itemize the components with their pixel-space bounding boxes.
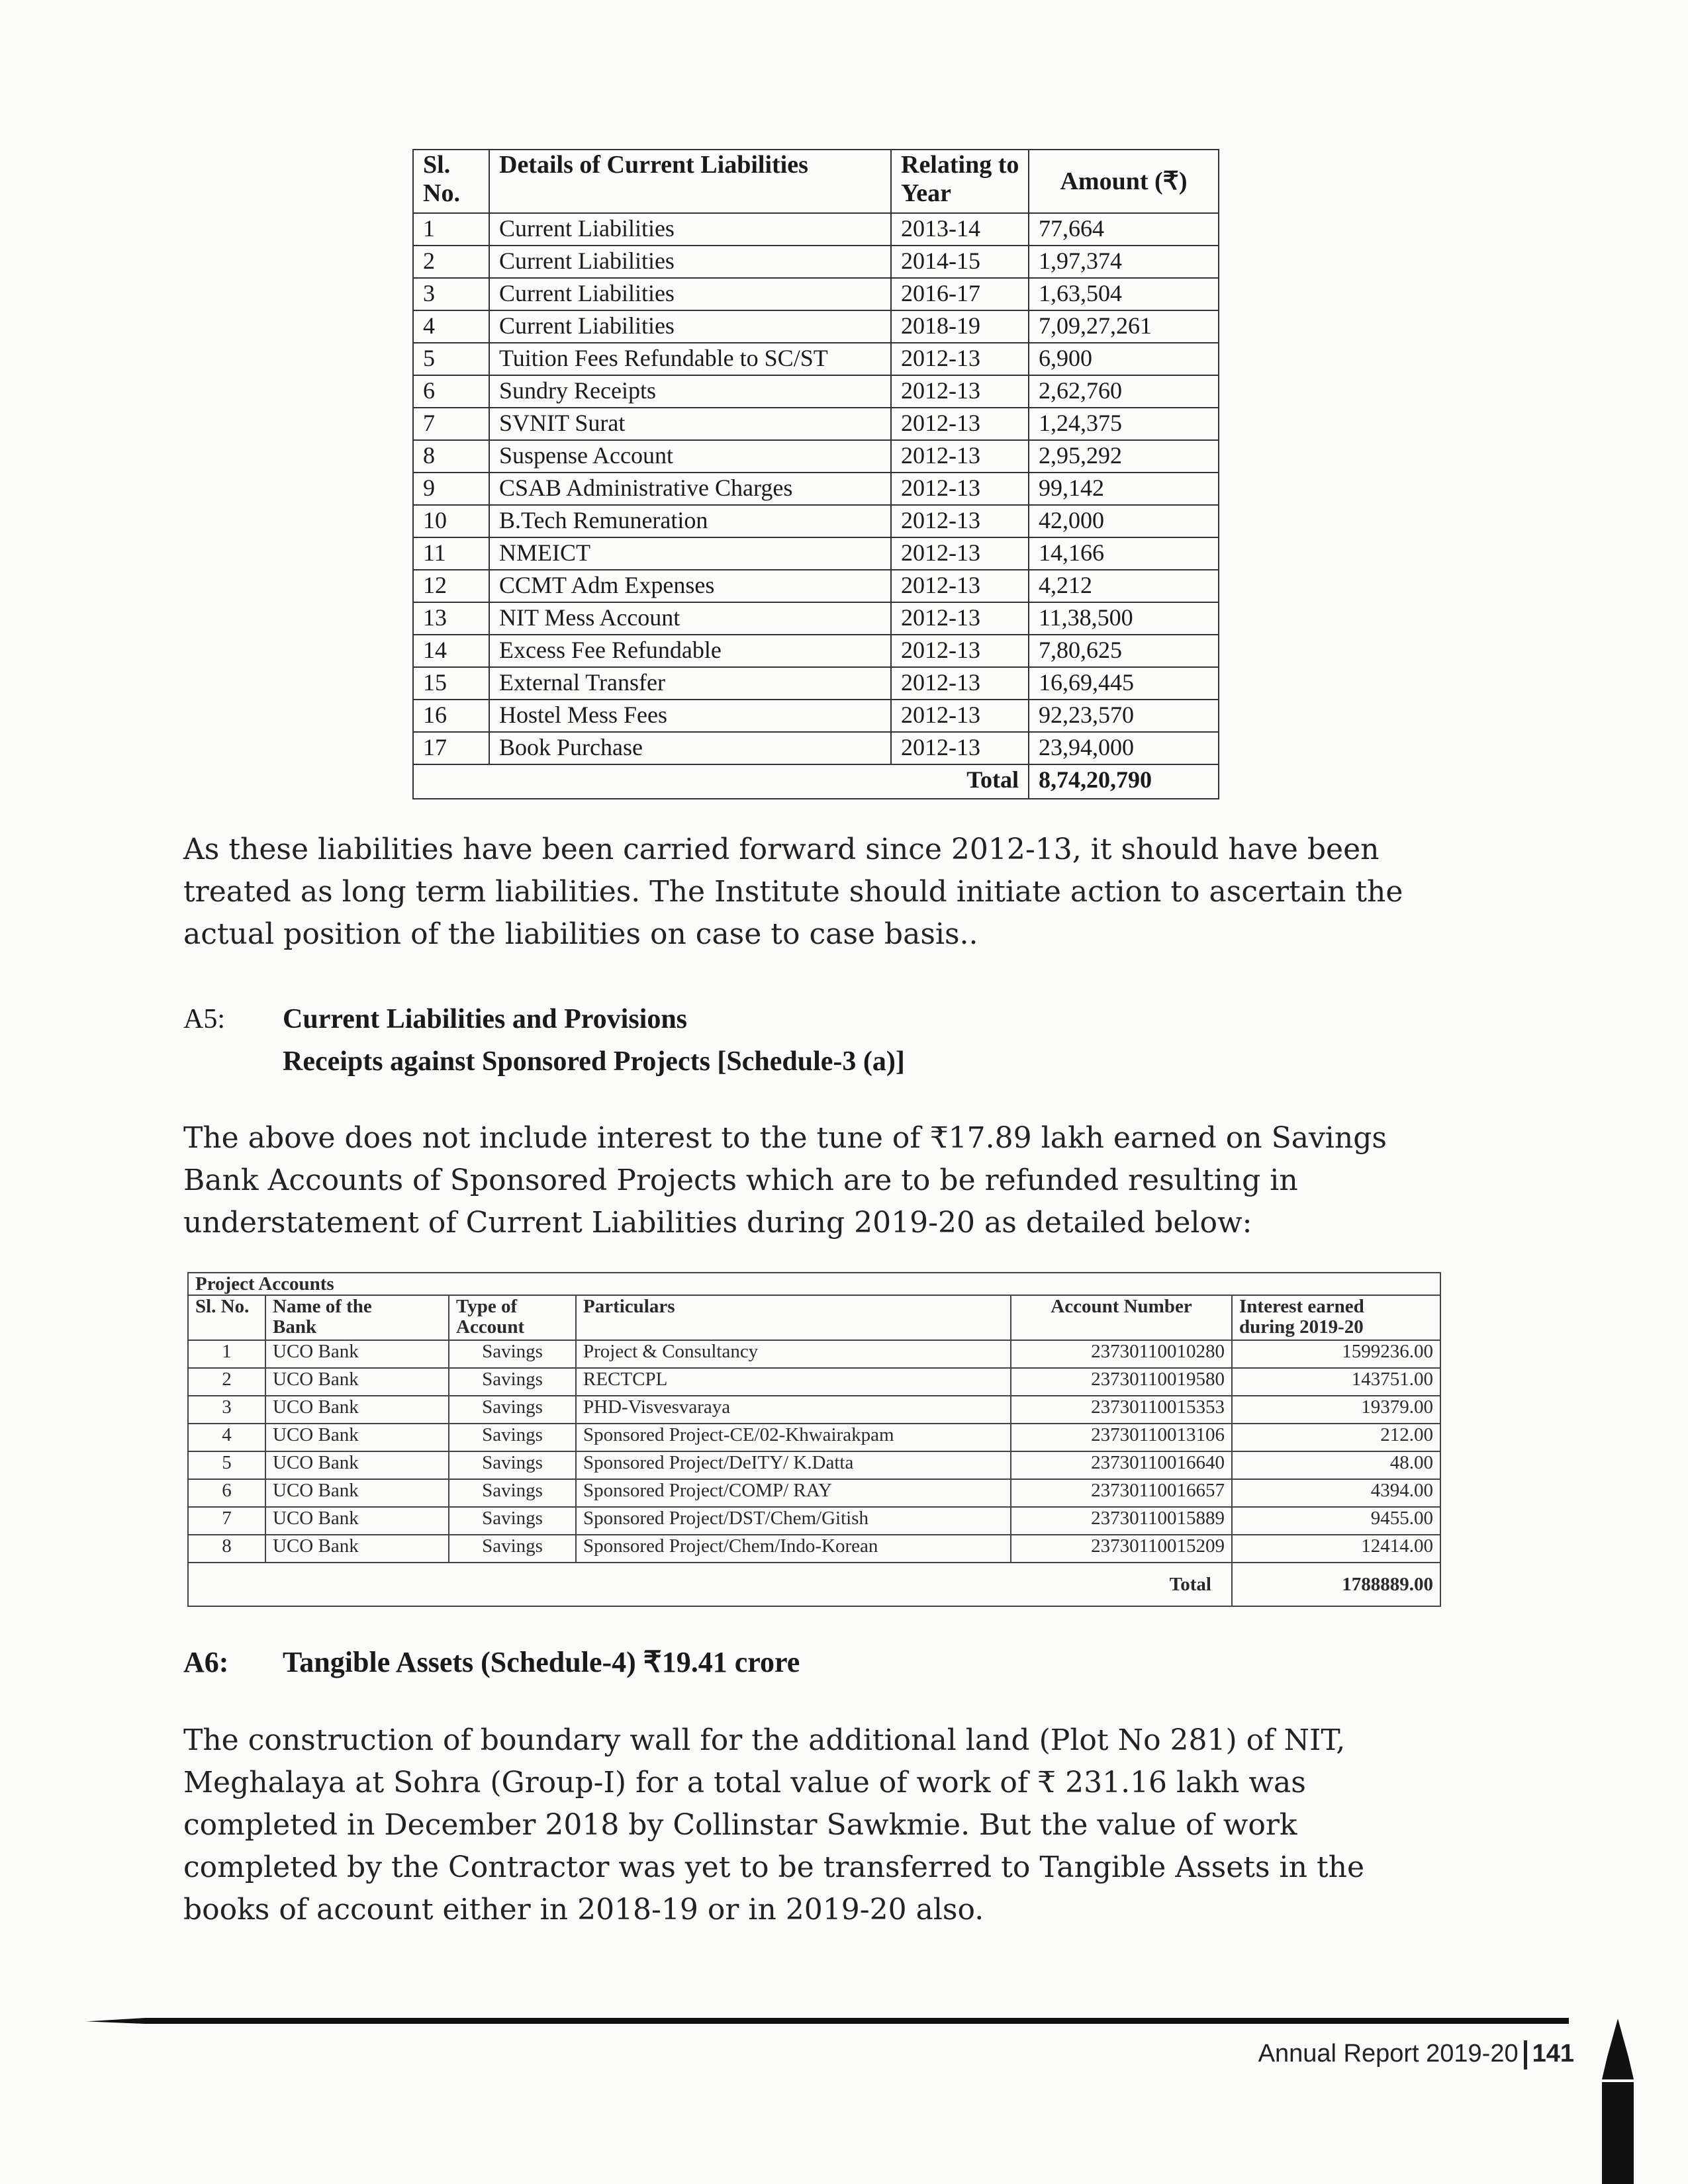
table-row (188, 1479, 1440, 1507)
cell-amount: 7,09,27,261 (1029, 310, 1219, 343)
cell-bank: UCO Bank (265, 1451, 449, 1479)
table-row (413, 537, 1219, 570)
table-header-row (188, 1295, 1440, 1340)
cell-details: Tuition Fees Refundable to SC/ST (489, 343, 891, 375)
table-row (413, 213, 1219, 246)
cell-year: 2018-19 (891, 310, 1029, 343)
cell-bank: UCO Bank (265, 1368, 449, 1396)
cell-details: Hostel Mess Fees (489, 700, 891, 732)
cell-sl-no: 2 (188, 1368, 265, 1396)
cell-amount: 23,94,000 (1029, 732, 1219, 764)
cell-details: NIT Mess Account (489, 602, 891, 635)
col-header-type: Type of Account (449, 1295, 576, 1340)
cell-year: 2012-13 (891, 408, 1029, 440)
cell-sl-no: 9 (413, 473, 489, 505)
cell-sl-no: 15 (413, 667, 489, 700)
cell-year: 2012-13 (891, 375, 1029, 408)
col-header-interest: Interest earned during 2019-20 (1232, 1295, 1440, 1340)
cell-details: Current Liabilities (489, 310, 891, 343)
cell-interest: 143751.00 (1232, 1368, 1440, 1396)
cell-particulars: Sponsored Project/DST/Chem/Gitish (576, 1507, 1011, 1535)
cell-details: Excess Fee Refundable (489, 635, 891, 667)
cell-particulars: RECTCPL (576, 1368, 1011, 1396)
table-caption-row (188, 1273, 1440, 1295)
cell-details: SVNIT Surat (489, 408, 891, 440)
table-row (413, 343, 1219, 375)
cell-particulars: Sponsored Project/COMP/ RAY (576, 1479, 1011, 1507)
section-a6-code: A6: (183, 1646, 229, 1678)
table-row (413, 278, 1219, 310)
cell-details: Suspense Account (489, 440, 891, 473)
cell-type: Savings (449, 1368, 576, 1396)
cell-particulars: Project & Consultancy (576, 1340, 1011, 1368)
cell-year: 2012-13 (891, 440, 1029, 473)
cell-bank: UCO Bank (265, 1424, 449, 1451)
cell-type: Savings (449, 1479, 576, 1507)
cell-sl-no: 8 (413, 440, 489, 473)
cell-sl-no: 4 (413, 310, 489, 343)
col-header-particulars: Particulars (576, 1295, 1011, 1340)
cell-sl-no: 10 (413, 505, 489, 537)
cell-year: 2012-13 (891, 732, 1029, 764)
cell-sl-no: 17 (413, 732, 489, 764)
cell-account-number: 23730110016640 (1011, 1451, 1232, 1479)
table-row (413, 570, 1219, 602)
cell-sl-no: 2 (413, 246, 489, 278)
table-row (413, 473, 1219, 505)
cell-sl-no: 8 (188, 1535, 265, 1563)
cell-interest: 19379.00 (1232, 1396, 1440, 1424)
cell-details: B.Tech Remuneration (489, 505, 891, 537)
col-header-year: Relating to Year (891, 150, 1029, 213)
col-header-details: Details of Current Liabilities (489, 150, 891, 213)
cell-bank: UCO Bank (265, 1507, 449, 1535)
cell-account-number: 23730110019580 (1011, 1368, 1232, 1396)
total-label: Total (188, 1563, 1232, 1606)
total-amount: 8,74,20,790 (1029, 764, 1219, 799)
section-a5-code: A5: (183, 1004, 225, 1034)
cell-amount: 1,24,375 (1029, 408, 1219, 440)
page-number: 141 (1532, 2040, 1574, 2068)
cell-particulars: PHD-Visvesvaraya (576, 1396, 1011, 1424)
cell-bank: UCO Bank (265, 1396, 449, 1424)
table-row (188, 1507, 1440, 1535)
footer-rule (86, 2018, 1569, 2024)
cell-details: Current Liabilities (489, 213, 891, 246)
total-interest: 1788889.00 (1232, 1563, 1440, 1606)
cell-particulars: Sponsored Project-CE/02-Khwairakpam (576, 1424, 1011, 1451)
paragraph-boundary-wall: The construction of boundary wall for the additional land (Plot No 281) of NIT, Meghalaya at Sohra (Group-I) for a total value of work of ₹ 231.16 lakh was completed in December 2018 by Collinstar Sawkmie. But the value of work completed by the Contractor was yet to be transferred to Tangible Assets in the books of account either in 2018-19 or in 2019-20 also. (183, 1723, 1364, 1927)
cell-particulars: Sponsored Project/DeITY/ K.Datta (576, 1451, 1011, 1479)
cell-account-number: 23730110015353 (1011, 1396, 1232, 1424)
cell-interest: 4394.00 (1232, 1479, 1440, 1507)
cell-year: 2012-13 (891, 602, 1029, 635)
cell-sl-no: 16 (413, 700, 489, 732)
total-row (188, 1563, 1440, 1606)
section-a5-heading (183, 998, 905, 1083)
cell-type: Savings (449, 1340, 576, 1368)
cell-year: 2012-13 (891, 667, 1029, 700)
cell-amount: 16,69,445 (1029, 667, 1219, 700)
cell-type: Savings (449, 1507, 576, 1535)
cell-amount: 77,664 (1029, 213, 1219, 246)
cell-amount: 4,212 (1029, 570, 1219, 602)
section-a5-subtitle: Receipts against Sponsored Projects [Schedule-3 (a)] (283, 1046, 905, 1077)
cell-account-number: 23730110016657 (1011, 1479, 1232, 1507)
table-row (413, 310, 1219, 343)
table-row (413, 375, 1219, 408)
pencil-icon (1599, 2019, 1636, 2184)
cell-year: 2012-13 (891, 505, 1029, 537)
table-row (188, 1368, 1440, 1396)
col-header-amount: Amount (₹) (1029, 150, 1219, 213)
cell-interest: 48.00 (1232, 1451, 1440, 1479)
cell-details: External Transfer (489, 667, 891, 700)
footer-separator (1524, 2040, 1527, 2070)
cell-amount: 11,38,500 (1029, 602, 1219, 635)
cell-type: Savings (449, 1396, 576, 1424)
current-liabilities-table (412, 149, 1219, 799)
cell-sl-no: 6 (188, 1479, 265, 1507)
cell-sl-no: 7 (413, 408, 489, 440)
table-row (413, 700, 1219, 732)
col-header-account-number: Account Number (1011, 1295, 1232, 1340)
paragraph-long-term-liabilities: As these liabilities have been carried forward since 2012-13, it should have been treated as long term liabilities. The Institute should initiate action to ascertain the actual position of the liabilities on case to case basis.. (183, 833, 1403, 951)
cell-year: 2012-13 (891, 700, 1029, 732)
cell-year: 2012-13 (891, 537, 1029, 570)
total-row (413, 764, 1219, 799)
cell-year: 2016-17 (891, 278, 1029, 310)
table-row (413, 246, 1219, 278)
table-row (413, 408, 1219, 440)
cell-type: Savings (449, 1535, 576, 1563)
table-row (188, 1340, 1440, 1368)
cell-year: 2014-15 (891, 246, 1029, 278)
table-row (188, 1396, 1440, 1424)
table-header-row (413, 150, 1219, 213)
cell-sl-no: 5 (188, 1451, 265, 1479)
cell-sl-no: 3 (188, 1396, 265, 1424)
cell-amount: 2,95,292 (1029, 440, 1219, 473)
table-row (413, 732, 1219, 764)
section-a6-heading (183, 1641, 800, 1684)
cell-account-number: 23730110013106 (1011, 1424, 1232, 1451)
cell-details: CSAB Administrative Charges (489, 473, 891, 505)
cell-details: Current Liabilities (489, 246, 891, 278)
table-row (413, 440, 1219, 473)
cell-year: 2012-13 (891, 635, 1029, 667)
cell-account-number: 23730110015209 (1011, 1535, 1232, 1563)
cell-sl-no: 5 (413, 343, 489, 375)
cell-sl-no: 12 (413, 570, 489, 602)
cell-amount: 2,62,760 (1029, 375, 1219, 408)
cell-sl-no: 11 (413, 537, 489, 570)
cell-sl-no: 6 (413, 375, 489, 408)
cell-details: CCMT Adm Expenses (489, 570, 891, 602)
cell-type: Savings (449, 1424, 576, 1451)
table-row (188, 1424, 1440, 1451)
col-header-sl-no: Sl. No. (413, 150, 489, 213)
cell-details: NMEICT (489, 537, 891, 570)
table-row (413, 635, 1219, 667)
section-a6-title: Tangible Assets (Schedule-4) ₹19.41 crore (283, 1646, 800, 1678)
cell-type: Savings (449, 1451, 576, 1479)
table-row (188, 1451, 1440, 1479)
cell-account-number: 23730110015889 (1011, 1507, 1232, 1535)
cell-amount: 99,142 (1029, 473, 1219, 505)
cell-amount: 1,97,374 (1029, 246, 1219, 278)
cell-amount: 1,63,504 (1029, 278, 1219, 310)
cell-bank: UCO Bank (265, 1340, 449, 1368)
cell-sl-no: 3 (413, 278, 489, 310)
cell-interest: 1599236.00 (1232, 1340, 1440, 1368)
project-accounts-table (187, 1272, 1441, 1607)
page-footer (1258, 2040, 1574, 2070)
cell-interest: 12414.00 (1232, 1535, 1440, 1563)
cell-sl-no: 1 (188, 1340, 265, 1368)
table-row (188, 1535, 1440, 1563)
cell-year: 2012-13 (891, 473, 1029, 505)
cell-details: Sundry Receipts (489, 375, 891, 408)
cell-amount: 42,000 (1029, 505, 1219, 537)
cell-year: 2012-13 (891, 570, 1029, 602)
cell-sl-no: 1 (413, 213, 489, 246)
col-header-bank: Name of the Bank (265, 1295, 449, 1340)
cell-amount: 7,80,625 (1029, 635, 1219, 667)
table-row (413, 667, 1219, 700)
table-row (413, 505, 1219, 537)
cell-interest: 212.00 (1232, 1424, 1440, 1451)
cell-interest: 9455.00 (1232, 1507, 1440, 1535)
cell-sl-no: 7 (188, 1507, 265, 1535)
footer-report-title: Annual Report 2019-20 (1258, 2040, 1519, 2068)
cell-year: 2012-13 (891, 343, 1029, 375)
cell-amount: 92,23,570 (1029, 700, 1219, 732)
table-caption: Project Accounts (188, 1273, 1440, 1295)
paragraph-interest-understatement: The above does not include interest to the tune of ₹17.89 lakh earned on Savings Bank Accounts of Sponsored Projects which are to be refunded resulting in understatement of Current Liabilities during 2019-20 as detailed below: (183, 1121, 1387, 1240)
total-label: Total (413, 764, 1029, 799)
cell-bank: UCO Bank (265, 1535, 449, 1563)
cell-account-number: 23730110010280 (1011, 1340, 1232, 1368)
cell-sl-no: 4 (188, 1424, 265, 1451)
cell-amount: 6,900 (1029, 343, 1219, 375)
table-row (413, 602, 1219, 635)
cell-amount: 14,166 (1029, 537, 1219, 570)
cell-sl-no: 13 (413, 602, 489, 635)
cell-bank: UCO Bank (265, 1479, 449, 1507)
section-a5-title: Current Liabilities and Provisions (283, 1004, 688, 1034)
cell-details: Current Liabilities (489, 278, 891, 310)
cell-details: Book Purchase (489, 732, 891, 764)
cell-sl-no: 14 (413, 635, 489, 667)
col-header-sl-no: Sl. No. (188, 1295, 265, 1340)
cell-particulars: Sponsored Project/Chem/Indo-Korean (576, 1535, 1011, 1563)
cell-year: 2013-14 (891, 213, 1029, 246)
